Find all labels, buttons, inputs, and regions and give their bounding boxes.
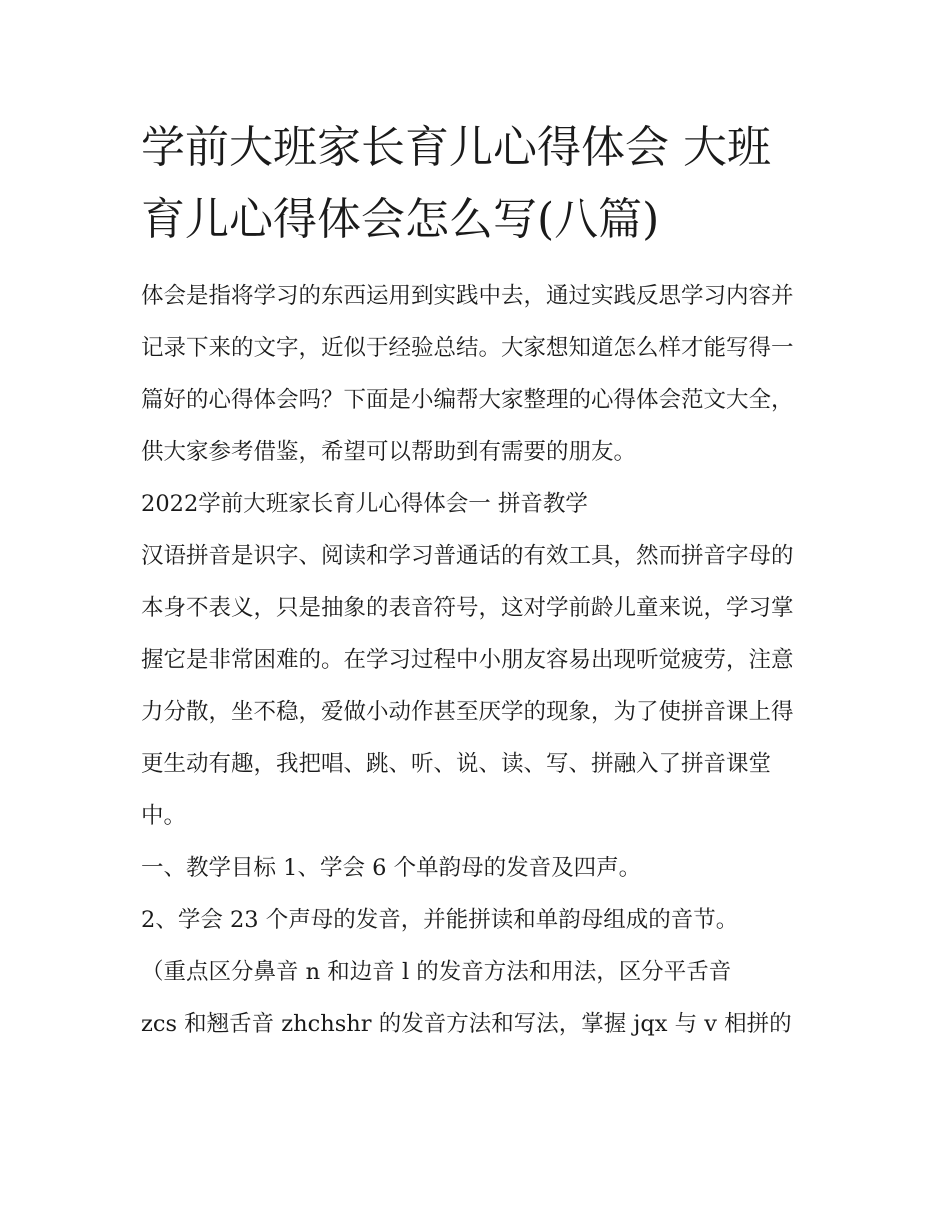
teaching-goal-1: 一、教学目标 1、学会 6 个单韵母的发音及四声。 xyxy=(141,855,642,881)
teaching-goal-2-note-line-1: （重点区分鼻音 n 和边音 l 的发音方法和用法，区分平舌音 xyxy=(141,959,732,985)
section-heading: 2022学前大班家长育儿心得体会一 拼音教学 xyxy=(141,491,588,517)
body-paragraph: 汉语拼音是识字、阅读和学习普通话的有效工具，然而拼音字母的本身不表义，只是抽象的表音符号，这对学前龄儿童来说，学习掌握它是非常困难的。在学习过程中小朋友容易出现听觉疲劳，注意力分散，坐不稳，爱做小动作甚至厌学的现象，为了使拼音课上得更生动有趣，我把唱、跳、听、说、读、写、拼融入了拼音课堂中。 xyxy=(141,543,794,829)
teaching-goal-2: 2、学会 23 个声母的发音，并能拼读和单韵母组成的音节。 xyxy=(141,907,739,933)
document-title: 学前大班家长育儿心得体会 大班育儿心得体会怎么写(八篇) xyxy=(141,122,771,245)
teaching-goal-2-note-line-2: zcs 和翘舌音 zhchshr 的发音方法和写法，掌握 jqx 与 v 相拼的 xyxy=(141,1011,792,1037)
intro-paragraph: 体会是指将学习的东西运用到实践中去，通过实践反思学习内容并记录下来的文字，近似于经验总结。大家想知道怎么样才能写得一篇好的心得体会吗？下面是小编帮大家整理的心得体会范文大全，供大家参考借鉴，希望可以帮助到有需要的朋友。 xyxy=(141,283,794,465)
document-content xyxy=(141,112,813,1050)
